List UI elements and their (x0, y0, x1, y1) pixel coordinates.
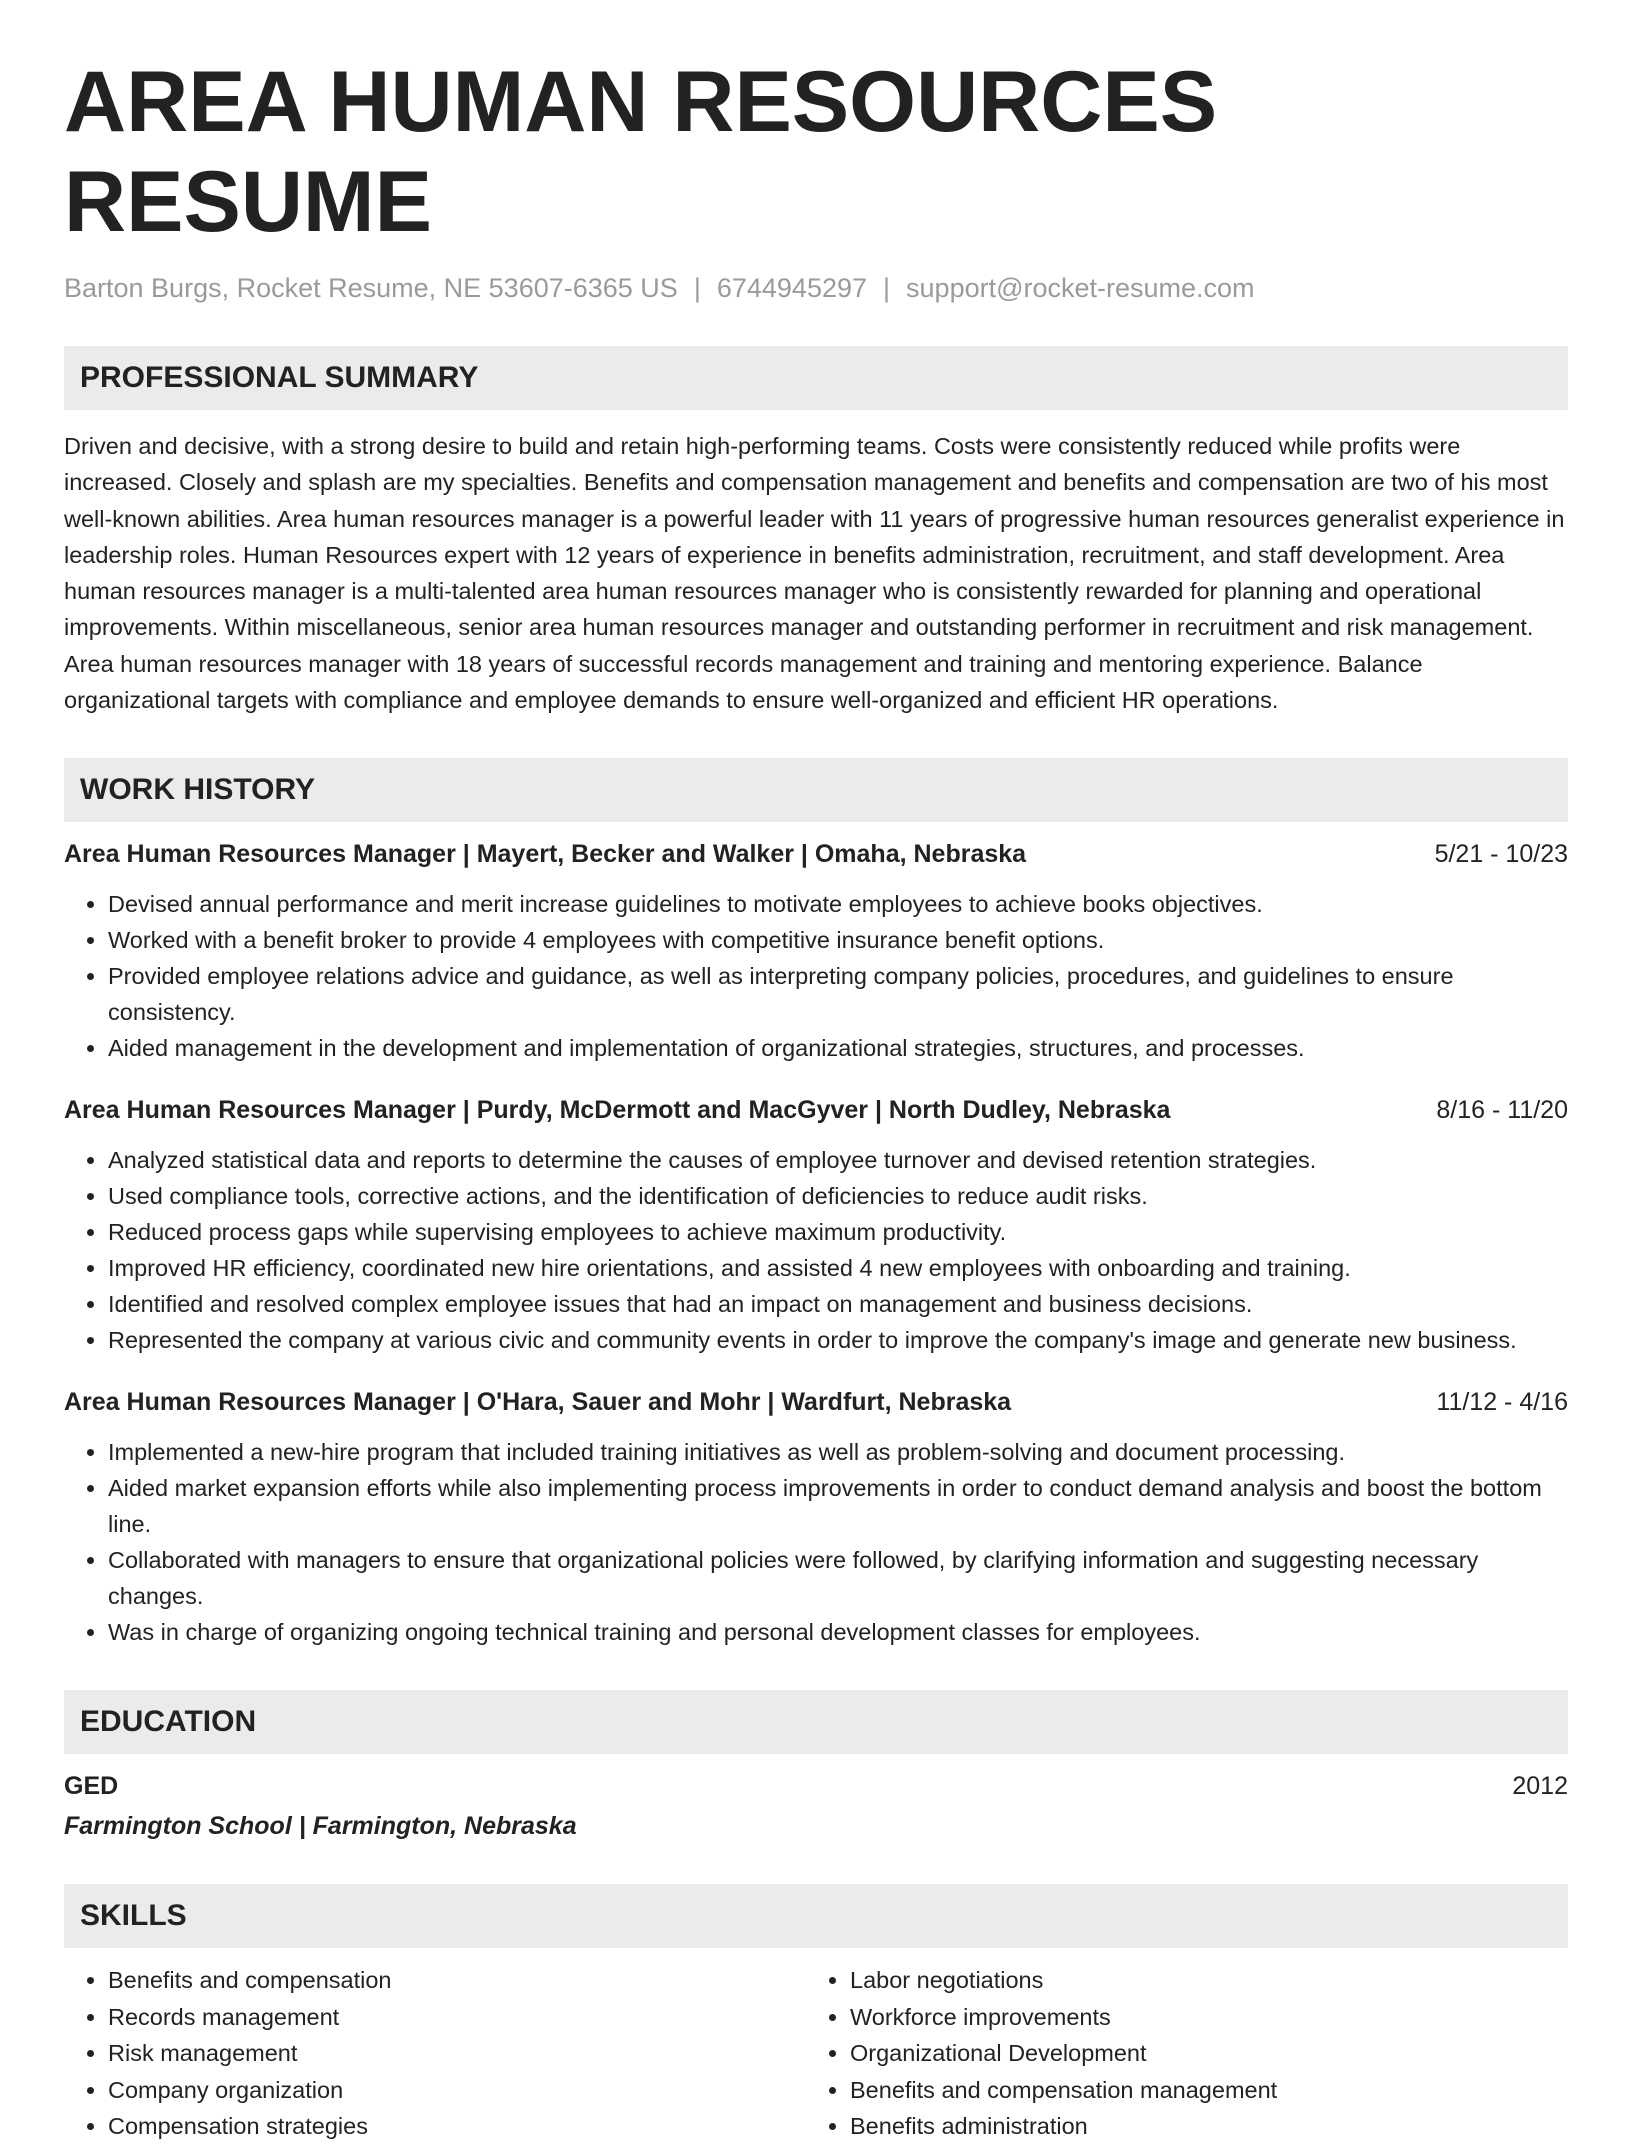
job-header (64, 1384, 1568, 1420)
resume-title: AREA HUMAN RESOURCES RESUME (64, 54, 1218, 250)
skill-item: • Compensation strategies (108, 2108, 806, 2145)
job-bullets (64, 886, 1568, 1066)
skills-column-right (806, 1962, 1548, 2145)
skill-item: • Benefits administration (850, 2108, 1548, 2145)
job-header (64, 836, 1568, 872)
skill-item: • Labor negotiations (850, 1962, 1548, 1999)
job-bullet: • Reduced process gaps while supervising employees to achieve maximum productivity. (108, 1214, 1568, 1250)
job-entry (64, 836, 1568, 1066)
job-bullet: • Identified and resolved complex employee issues that had an impact on management and business decisions. (108, 1286, 1568, 1322)
skill-item: • Company organization (108, 2072, 806, 2109)
skill-item: • Records management (108, 1999, 806, 2036)
job-bullet: • Was in charge of organizing ongoing technical training and personal development classes for employees. (108, 1614, 1568, 1650)
skills-column-left (64, 1962, 806, 2145)
contact-separator: | (693, 273, 701, 303)
section-header-summary: PROFESSIONAL SUMMARY (64, 346, 1568, 410)
section-header-skills: SKILLS (64, 1884, 1568, 1948)
job-bullet: • Improved HR efficiency, coordinated new hire orientations, and assisted 4 new employees with onboarding and training. (108, 1250, 1568, 1286)
contact-address: Barton Burgs, Rocket Resume, NE 53607-6365 US (64, 273, 678, 303)
job-title: Area Human Resources Manager | O'Hara, Sauer and Mohr | Wardfurt, Nebraska (64, 1388, 1012, 1417)
job-entry (64, 1384, 1568, 1650)
education-school: Farmington School | Farmington, Nebraska (64, 1812, 577, 1841)
skills-list (64, 1962, 1568, 2145)
contact-phone: 6744945297 (716, 273, 868, 303)
skill-item: • Workforce improvements (850, 1999, 1548, 2036)
job-bullet: • Used compliance tools, corrective actions, and the identification of deficiencies to reduce audit risks. (108, 1178, 1568, 1214)
job-bullet: • Worked with a benefit broker to provide 4 employees with competitive insurance benefit options. (108, 922, 1568, 958)
contact-email: support@rocket-resume.com (906, 273, 1255, 303)
education-row (64, 1768, 1568, 1804)
job-bullet: • Represented the company at various civic and community events in order to improve the company's image and generate new business. (108, 1322, 1568, 1358)
job-entry (64, 1092, 1568, 1358)
job-bullet: • Devised annual performance and merit increase guidelines to motivate employees to achieve books objectives. (108, 886, 1568, 922)
job-dates: 11/12 - 4/16 (1436, 1388, 1568, 1417)
job-bullets (64, 1434, 1568, 1650)
education-year: 2012 (1512, 1772, 1568, 1801)
contact-line (64, 270, 1568, 306)
job-bullets (64, 1142, 1568, 1358)
professional-summary: Driven and decisive, with a strong desire to build and retain high-performing teams. Costs were consistently reduced while profits were increased. Closely and splash are my specialties. Benefits and compensation management and benefits and compensation are two of his most well-known abilities. Area human resources manager is a powerful leader with 11 years of progressive human resources generalist experience in leadership roles. Human Resources expert with 12 years of experience in benefits administration, recruitment, and staff development. Area human resources manager is a multi-talented area human resources manager who is consistently rewarded for planning and operational improvements. Within miscellaneous, senior area human resources manager and outstanding performer in recruitment and risk management. Area human resources manager with 18 years of successful records management and training and mentoring experience. Balance organizational targets with compliance and employee demands to ensure well-organized and efficient HR operations. (64, 433, 1565, 714)
job-title: Area Human Resources Manager | Mayert, Becker and Walker | Omaha, Nebraska (64, 840, 1027, 869)
job-bullet: • Aided management in the development and implementation of organizational strategies, structures, and processes. (108, 1030, 1568, 1066)
skill-item: • Benefits and compensation (108, 1962, 806, 1999)
skill-item: • Risk management (108, 2035, 806, 2072)
section-header-work-history: WORK HISTORY (64, 758, 1568, 822)
job-bullet: • Implemented a new-hire program that included training initiatives as well as problem-solving and document processing. (108, 1434, 1568, 1470)
job-dates: 5/21 - 10/23 (1434, 840, 1568, 869)
job-header (64, 1092, 1568, 1128)
contact-separator: | (883, 273, 891, 303)
job-bullet: • Collaborated with managers to ensure that organizational policies were followed, by clarifying information and suggesting necessary changes. (108, 1542, 1568, 1614)
skill-item: • Benefits and compensation management (850, 2072, 1548, 2109)
job-bullet: • Analyzed statistical data and reports to determine the causes of employee turnover and devised retention strategies. (108, 1142, 1568, 1178)
skill-item: • Organizational Development (850, 2035, 1548, 2072)
job-bullet: • Aided market expansion efforts while also implementing process improvements in order to conduct demand analysis and boost the bottom line. (108, 1470, 1568, 1542)
section-header-education: EDUCATION (64, 1690, 1568, 1754)
education-degree: GED (64, 1772, 119, 1801)
job-title: Area Human Resources Manager | Purdy, McDermott and MacGyver | North Dudley, Nebraska (64, 1096, 1171, 1125)
job-bullet: • Provided employee relations advice and guidance, as well as interpreting company policies, procedures, and guidelines to ensure consistency. (108, 958, 1568, 1030)
job-dates: 8/16 - 11/20 (1436, 1096, 1568, 1125)
